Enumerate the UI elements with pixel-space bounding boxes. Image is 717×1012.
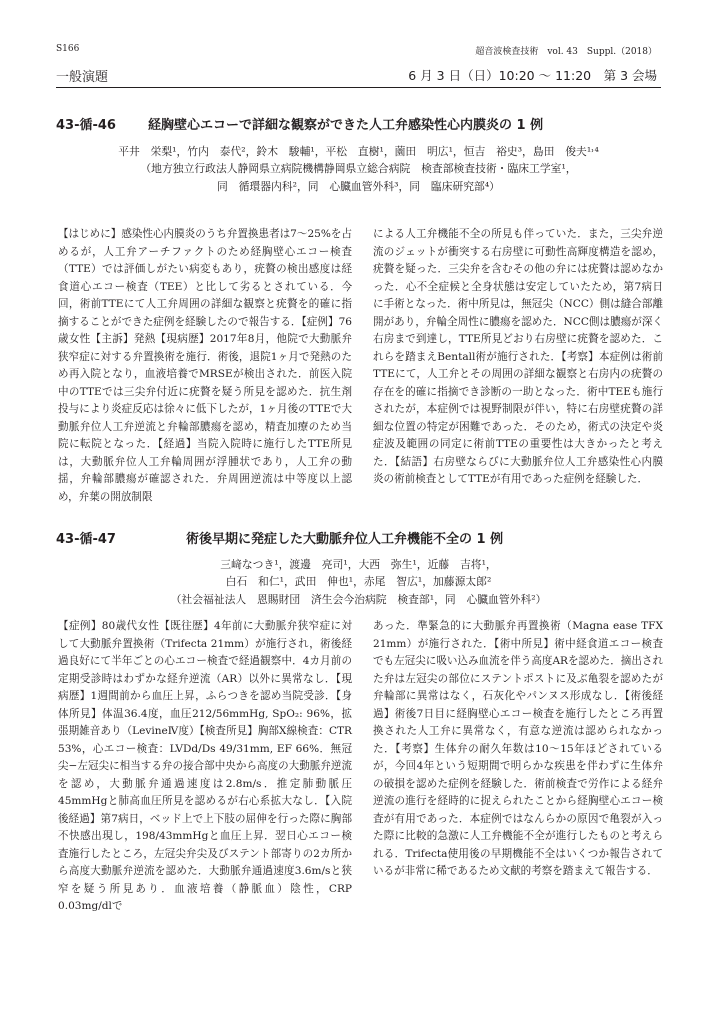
affiliation-line: （地方独立行政法人静岡県立病院機構静岡県立総合病院 検査部検査技術・臨床工学室¹， bbox=[140, 162, 577, 176]
header-rule bbox=[56, 87, 661, 88]
abstract-title-text-2: 術後早期に発症した大動脈弁位人工弁機能不全の 1 例 bbox=[186, 532, 504, 547]
session-info: 6 月 3 日（日）10:20 〜 11:20 第 3 会場 bbox=[408, 68, 657, 83]
author-line: 三﨑なつき¹，渡邊 亮司¹，大西 弥生¹，近藤 吉将¹， bbox=[220, 558, 497, 571]
abstract-body-left-1 bbox=[58, 226, 352, 506]
abstract-number-2: 43-循-47 bbox=[56, 532, 116, 547]
body-paragraph: 【症例】80歳代女性【既往歴】4年前に大動脈弁狭窄症に対して大動脈弁置換術（Trifecta 21mm）が施行され，術後経過良好にて半年ごとの心エコー検査で経過観察中．4カ月前の定期受診時はわずかな経弁逆流（AR）以外に異常なし．【現病歴】1週間前から血圧上昇，ふらつきを認め当院受診．【身体所見】体温36.4度，血圧212/56mmHg, SpO₂: 96%，拡張期雑音あり（LevineⅣ度）【検査所見】胸部X線検査：CTR 53%，心エコー検査：LVDd/Ds 49/31mm, EF 66%．無冠尖−左冠尖に相当する弁の接合部中央から高度の大動脈弁逆流を認め，大動脈弁通過速度は2.8m/s．推定肺動脈圧45mmHgと肺高血圧所見を認めるが右心系拡大なし．【入院後経過】第7病日，ベッド上で上下肢の屈伸を行った際に胸部不快感出現し，198/43mmHgと血圧上昇．翌日心エコー検査施行したところ，左冠尖弁尖及びステント部寄りの2カ所から高度大動脈弁逆流を認めた．大動脈弁通過速度3.6m/sと狭窄を疑う所見あり．血液培養（静脈血）陰性，CRP 0.03mg/dlで bbox=[58, 620, 352, 912]
abstract-title-2 bbox=[56, 528, 661, 547]
abstract-body-left-2 bbox=[58, 618, 352, 916]
body-paragraph: による人工弁機能不全の所見も伴っていた．また，三尖弁逆流のジェットが衝突する右房壁に可動性高輝度構造を認め，疣贅を疑った．三尖弁を含むその他の弁には疣贅は認めなかった．心不全症候と全身状態は安定していたため，第7病日に手術となった．術中所見は，無冠尖（NCC）側は縫合部離開があり，弁輪全周性に膿瘍を認めた．NCC側は膿瘍が深く右房まで到達し，TTE所見どおり右房壁に疣贅を認めた．これらを踏まえBentall術が施行された．【考察】本症例は術前TTEにて，人工弁とその周囲の詳細な観察と右房内の疣贅の存在を的確に指摘でき診断の一助となった．術中TEEも施行されたが，本症例では視野制限が伴い，特に右房壁疣贅の詳細な位置の特定が困難であった．そのため，術式の決定や炎症波及範囲の同定に術前TTEの重要性は大きかったと考えた．【結語】右房壁ならびに大動脈弁位人工弁感染性心内膜炎の術前検査としてTTEが有用であった症例を経験した． bbox=[373, 228, 663, 485]
author-block-1 bbox=[56, 143, 661, 195]
abstract-number-1: 43-循-46 bbox=[56, 118, 116, 133]
author-line: 平井 栄梨¹，竹内 泰代²，鈴木 駿輔¹，平松 直樹¹，薗田 明広¹，恒吉 裕史³，島田 俊夫¹˒⁴ bbox=[118, 145, 599, 158]
section-title: 一般演題 bbox=[56, 70, 109, 85]
abstract-title-text-1: 経胸壁心エコーで詳細な観察ができた人工弁感染性心内膜炎の 1 例 bbox=[148, 118, 544, 133]
affiliation-line: 同 循環器内科²，同 心臓血管外科³，同 臨床研究部⁴） bbox=[217, 179, 500, 193]
page-number: S166 bbox=[56, 44, 80, 54]
affiliation-line: （社会福祉法人 恩賜財団 済生会今治病院 検査部¹，同 心臓血管外科²） bbox=[170, 592, 547, 606]
author-line: 白石 和仁¹，武田 伸也¹，赤尾 智広¹，加藤源太郎² bbox=[225, 575, 492, 589]
abstract-body-right-2 bbox=[373, 618, 663, 881]
abstract-title-1 bbox=[56, 114, 661, 133]
author-block-2 bbox=[56, 556, 661, 608]
journal-title: 超音波検査技術 vol. 43 Suppl.（2018） bbox=[475, 47, 657, 57]
body-paragraph: 【はじめに】感染性心内膜炎のうち弁置換患者は7〜25%を占めるが，人工弁アーチファクトのため経胸壁心エコー検査（TTE）では評価しがたい病変もあり，疣贅の検出感度は経食道心エコー検査（TEE）と比して劣るとされている．今回，術前TTEにて人工弁周囲の詳細な観察と疣贅を的確に指摘することができた症例を経験したので報告する．【症例】76歳女性【主訴】発熱【現病歴】2017年8月，他院で大動脈弁狭窄症に対する弁置換術を施行．術後，退院1ヶ月で発熱のため再入院となり，血液培養でMRSEが検出された．前医入院中のTTEでは三尖弁付近に疣贅を疑う所見を認めた．抗生剤投与により炎症反応は徐々に低下したが，1ヶ月後のTTEで大動脈弁位人工弁逆流と弁輪部膿瘍を認め，精査加療のため当院に転院となった．【経過】当院入院時に施行したTTE所見は，大動脈弁位人工弁輪周囲が浮腫状であり，人工弁の動揺，弁輪部膿瘍が確認された．弁周囲逆流は中等度以上認め，弁葉の開放制限 bbox=[58, 228, 352, 503]
body-paragraph: あった．準緊急的に大動脈弁再置換術（Magna ease TFX 21mm）が施行された．【術中所見】術中経食道エコー検査でも左冠尖に吸い込み血流を伴う高度ARを認めた．摘出された弁は左冠尖の部位にステントポストに及ぶ亀裂を認めたが弁輪部に異常はなく，石灰化やパンヌス形成なし．【術後経過】術後7日目に経胸壁心エコー検査を施行したところ再置換された人工弁に異常なく，有意な逆流は認められなかった．【考察】生体弁の耐久年数は10〜15年ほどされているが，今回4年という短期間で明らかな疾患を伴わずに生体弁の破損を認めた症例を経験した．術前検査で労作による経弁逆流の進行を経時的に捉えられたことから経胸壁心エコー検査が有用であった．本症例ではなんらかの原因で亀裂が入った際に比較的急激に人工弁機能不全が進行したものと考えられる．Trifecta使用後の早期機能不全はいくつか報告されているが非常に稀であるため文献的考察を踏まえて報告する． bbox=[373, 620, 663, 877]
abstract-body-right-1 bbox=[373, 226, 663, 489]
